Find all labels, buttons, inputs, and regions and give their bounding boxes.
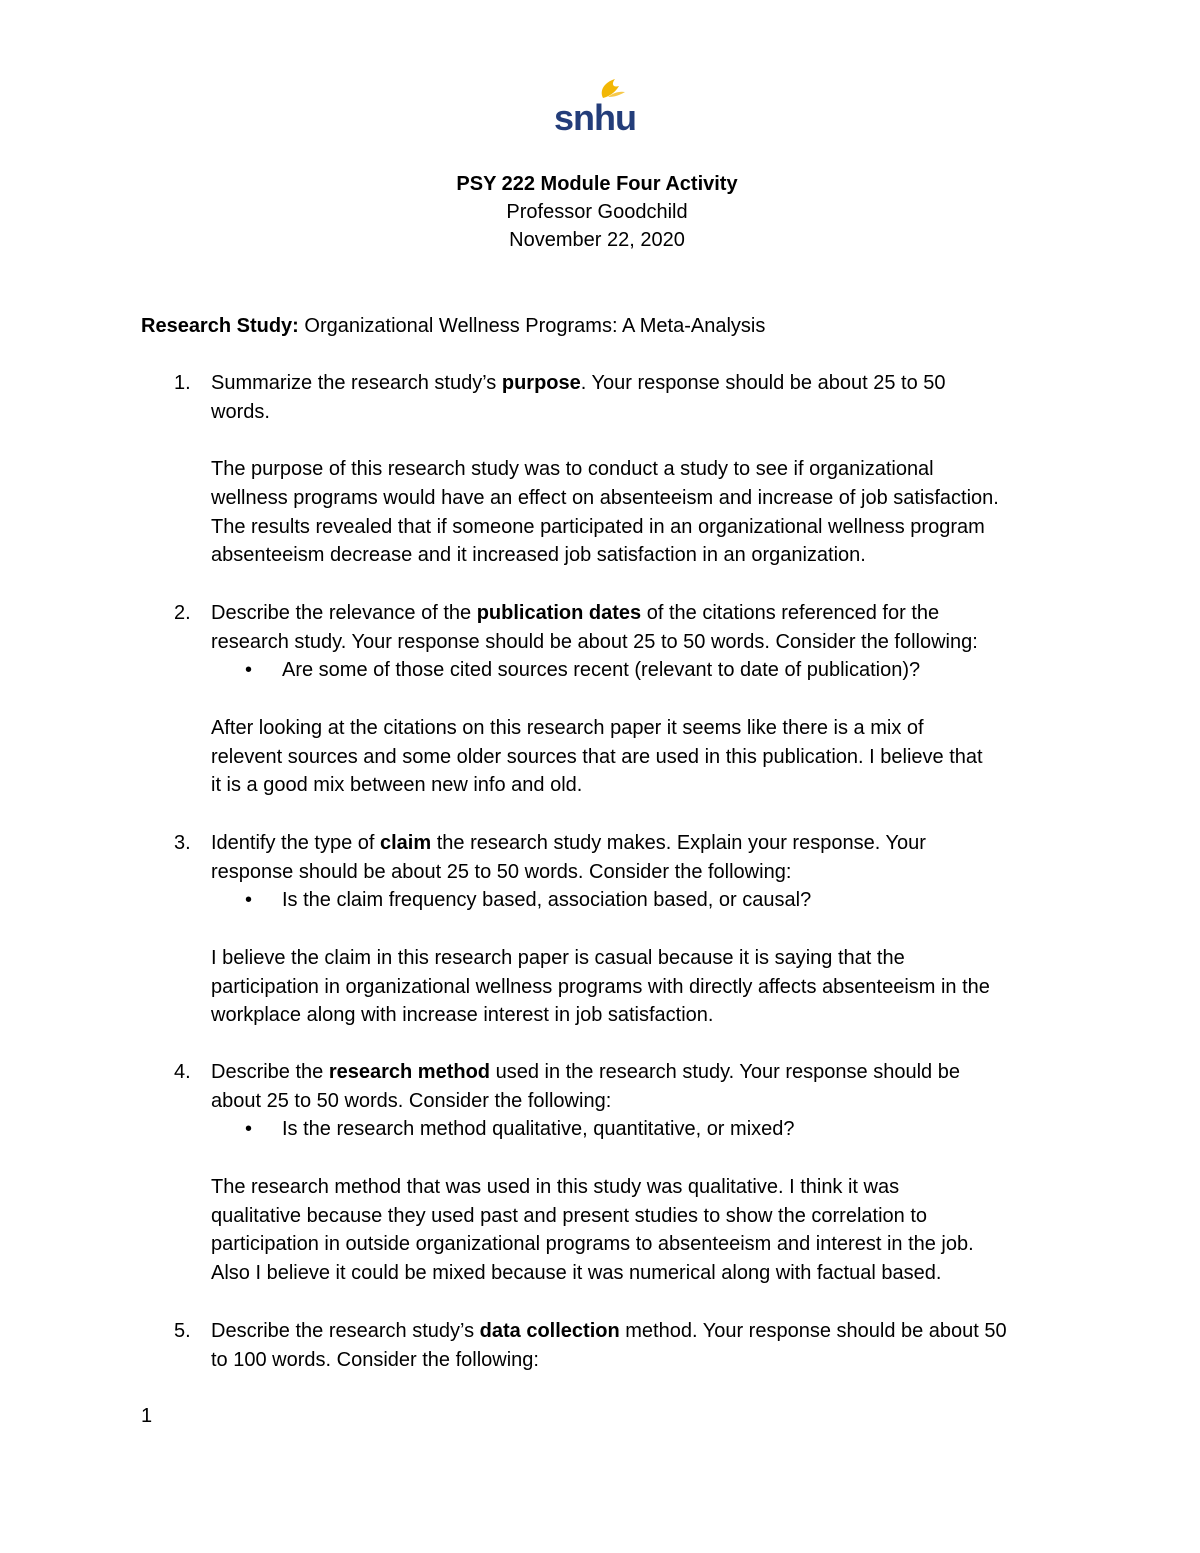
- research-study-label: Research Study:: [141, 315, 299, 337]
- question-1: 1. Summarize the research study’s purpose. Your response should be about 25 to 50 words.: [141, 369, 1071, 426]
- answer-2: After looking at the citations on this research paper it seems like there is a mix of relevent sources and some older sources that are used in this publication. I believe that it is a good mix between new info and old.: [211, 716, 983, 797]
- question-4: 4. Describe the research method used in the research study. Your response should be about 25 to 50 words. Consider the following:: [141, 1058, 1071, 1115]
- question-number: 4.: [174, 1061, 191, 1083]
- question-block-4: [141, 1058, 1071, 1288]
- page-number: 1: [141, 1405, 153, 1427]
- bullet-icon: •: [245, 1118, 253, 1141]
- question-keyword: purpose: [501, 372, 581, 394]
- question-block-2: [141, 599, 1071, 800]
- question-2: 2. Describe the relevance of the publication dates of the citations referenced for the research study. Your response should be about 25 to 50 words. Consider the following:: [141, 599, 1071, 656]
- answer-3: I believe the claim in this research paper is casual because it is saying that the participation in organizational wellness programs with directly affects absenteeism in the workplace along with increase interest in job satisfaction.: [211, 946, 990, 1027]
- question-number: 5.: [174, 1320, 191, 1342]
- bullet-item: • Is the claim frequency based, association based, or causal?: [141, 886, 1071, 915]
- answer-4: The research method that was used in this study was qualitative. I think it was qualitative because they used past and present studies to show the correlation to participation in outside organizational programs to absenteeism and interest in the job. Also I believe it could be mixed because it was numerical along with factual based.: [211, 1175, 974, 1284]
- question-keyword: research method: [328, 1061, 491, 1083]
- bullet-item: • Are some of those cited sources recent (relevant to date of publication)?: [141, 656, 1071, 685]
- answer-1: The purpose of this research study was to conduct a study to see if organizational wellness programs would have an effect on absenteeism and increase of job satisfaction. The results revealed that if someone participated in an organizational wellness program absenteeism decrease and it increased job satisfaction in an organization.: [211, 458, 999, 567]
- bullet-icon: •: [245, 659, 253, 682]
- question-block-1: [141, 369, 1071, 570]
- flame-logo-icon: [553, 78, 639, 134]
- document-title: PSY 222 Module Four Activity: [456, 173, 738, 195]
- logo-text: snhu: [554, 97, 636, 134]
- professor-name: Professor Goodchild: [506, 201, 688, 223]
- question-3: 3. Identify the type of claim the research study makes. Explain your response. Your response should be about 25 to 50 words. Consider the following:: [141, 829, 1071, 886]
- snhu-logo: [553, 78, 639, 134]
- question-block-3: [141, 829, 1071, 1030]
- question-number: 2.: [174, 602, 191, 624]
- document-date: November 22, 2020: [509, 229, 685, 251]
- question-keyword: publication dates: [476, 602, 642, 624]
- question-keyword: data collection: [479, 1320, 620, 1342]
- question-number: 1.: [174, 372, 191, 394]
- question-number: 3.: [174, 832, 191, 854]
- research-study-title: Organizational Wellness Programs: A Meta-Analysis: [298, 315, 766, 337]
- question-keyword: claim: [380, 832, 432, 854]
- bullet-icon: •: [245, 889, 253, 912]
- bullet-item: • Is the research method qualitative, quantitative, or mixed?: [141, 1115, 1071, 1144]
- question-block-5: [141, 1317, 1071, 1374]
- research-study-line: [141, 312, 765, 340]
- document-header: [0, 170, 1194, 254]
- question-5: 5. Describe the research study’s data collection method. Your response should be about 50 to 100 words. Consider the following:: [141, 1317, 1071, 1374]
